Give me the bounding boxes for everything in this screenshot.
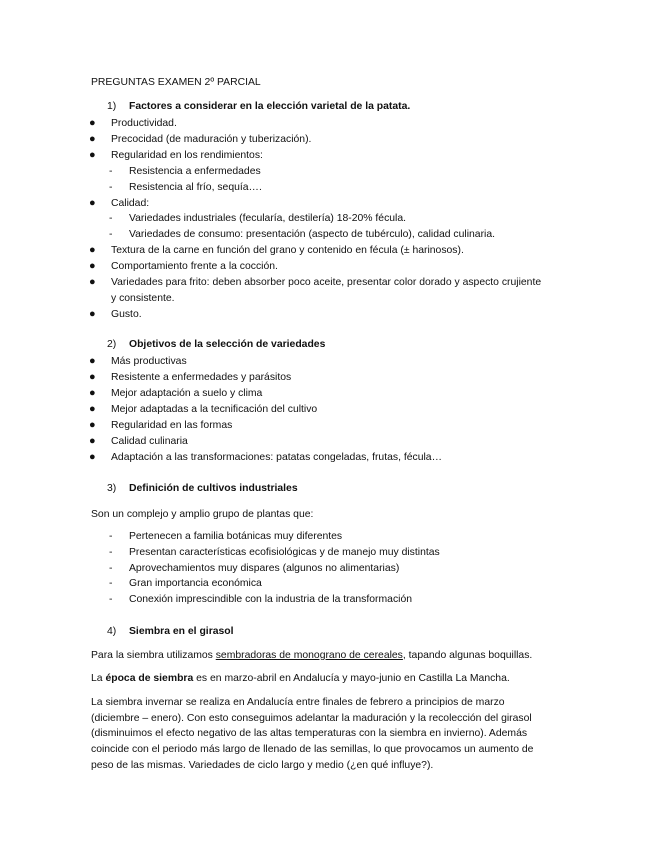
bullet-icon: ● bbox=[89, 355, 96, 367]
bullet-icon: ● bbox=[89, 451, 96, 463]
dash-icon: - bbox=[109, 213, 113, 224]
section-3-heading bbox=[107, 483, 298, 494]
underlined-term: sembradoras de monograno de cereales bbox=[215, 650, 403, 661]
section-2-heading bbox=[107, 339, 325, 350]
bullet-icon: ● bbox=[89, 149, 96, 161]
section-2-number: 2) bbox=[107, 339, 117, 350]
dash-icon: - bbox=[109, 166, 113, 177]
paragraph-line: La siembra invernar se realiza en Andalucía entre finales de febrero a principios de marzo bbox=[91, 697, 505, 708]
list-item-continuation: y consistente. bbox=[111, 293, 175, 304]
section-3-number: 3) bbox=[107, 483, 117, 494]
bullet-icon: ● bbox=[89, 435, 96, 447]
dash-icon: - bbox=[109, 563, 113, 574]
paragraph-line: coincide con el periodo más largo de llenado de las semillas, lo que provocamos un aumento de bbox=[91, 744, 534, 755]
document-title: PREGUNTAS EXAMEN 2º PARCIAL bbox=[91, 77, 261, 88]
paragraph-line: (diciembre – enero). Con esto conseguimos adelantar la maduración y la recolección del girasol bbox=[91, 713, 532, 724]
paragraph: Son un complejo y amplio grupo de plantas que: bbox=[91, 509, 314, 520]
bullet-icon: ● bbox=[89, 276, 96, 288]
bullet-icon: ● bbox=[89, 197, 96, 209]
bold-term: época de siembra bbox=[105, 673, 194, 684]
bullet-icon: ● bbox=[89, 371, 96, 383]
section-1-heading bbox=[107, 101, 410, 112]
section-4-number: 4) bbox=[107, 626, 117, 637]
paragraph-line: (disminuimos el efecto negativo de las altas temperaturas con la siembra en invierno). Además bbox=[91, 728, 528, 739]
bullet-icon: ● bbox=[89, 403, 96, 415]
bullet-icon: ● bbox=[89, 260, 96, 272]
dash-icon: - bbox=[109, 547, 113, 558]
paragraph-line: peso de las mismas. Variedades de ciclo largo y medio (¿en qué influye?). bbox=[91, 760, 434, 771]
bullet-icon: ● bbox=[89, 133, 96, 145]
bullet-icon: ● bbox=[89, 387, 96, 399]
dash-icon: - bbox=[109, 531, 113, 542]
section-3-title: Definición de cultivos industriales bbox=[129, 483, 298, 494]
section-2-title: Objetivos de la selección de variedades bbox=[129, 339, 326, 350]
section-4-heading bbox=[107, 626, 234, 637]
paragraph: Para la siembra utilizamos sembradoras de monograno de cereales, tapando algunas boquillas. bbox=[91, 650, 533, 661]
dash-icon: - bbox=[109, 594, 113, 605]
dash-icon: - bbox=[109, 229, 113, 240]
dash-icon: - bbox=[109, 578, 113, 589]
section-4-title: Siembra en el girasol bbox=[129, 626, 234, 637]
bullet-icon: ● bbox=[89, 117, 96, 129]
section-1-title: Factores a considerar en la elección varietal de la patata. bbox=[129, 101, 411, 112]
dash-icon: - bbox=[109, 182, 113, 193]
bullet-icon: ● bbox=[89, 419, 96, 431]
bullet-icon: ● bbox=[89, 308, 96, 320]
paragraph: La época de siembra es en marzo-abril en Andalucía y mayo-junio en Castilla La Mancha. bbox=[91, 673, 510, 684]
bullet-icon: ● bbox=[89, 244, 96, 256]
document-page: PREGUNTAS EXAMEN 2º PARCIAL 1) Factores a considerar en la elección varietal de la patata. ● Productividad. ● Precocidad (de maduración y tuberización). ● Regularidad en los rendimientos: - Resistencia a enfermedades - Resistencia al frío, sequía…. ● Calidad: - Variedades industriales (fecularía, destilería) 18-20% fécula. - Variedades de consumo: presentación (aspecto de tubérculo), calidad culinaria. ● Textura de la carne en función del grano y contenido en fécula (± harinosos). ● Comportamiento frente a la cocción. ● Variedades para frito: deben absorber poco aceite, presentar color dorado y aspecto crujiente y consistente. ● Gusto. 2) Objetivos de la selección de variedades ● Más productivas ● Resistente a enfermedades y parásitos ● Mejor adaptación a suelo y clima ● Mejor adaptadas a la tecnificación del cultivo ● Regularidad en las formas ● Calidad culinaria ● Adaptación a las transformaciones: patatas congeladas, frutas, fécula… 3) Definición de cultivos industriales Son un complejo y amplio grupo de plantas que: - Pertenecen a familia botánicas muy diferentes - Presentan características ecofisiológicas y de manejo muy distintas - Aprovechamientos muy dispares (algunos no alimentarias) - Gran importancia económica - Conexión imprescindible con la industria de la transformación 4) Siembra en el girasol Para la siembra utilizamos sembradoras de monograno de cereales, tapando algunas boquillas. La época de siembra es en marzo-abril en Andalucía y mayo-junio en Castilla La Mancha. La siembra invernar se realiza en Andalucía entre finales de febrero a principios de marzo (diciembre – enero). Con esto conseguimos adelantar la maduración y la recolección del girasol (disminuimos el efecto negativo de las altas temperaturas con la siembra en invierno). Además coincide con el periodo más largo de llenado de las semillas, lo que provocamos un aumento de peso de las mismas. Variedades de ciclo largo y medio (¿en qué influye?). bbox=[89, 77, 542, 771]
section-1-number: 1) bbox=[107, 101, 117, 112]
